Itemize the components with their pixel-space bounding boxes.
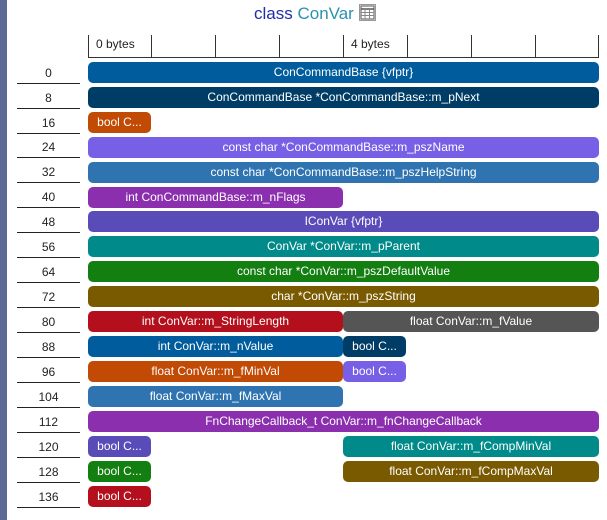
field-block[interactable]: const char *ConCommandBase::m_pszHelpString — [88, 162, 599, 183]
field-block[interactable]: float ConVar::m_fCompMinVal — [343, 436, 599, 457]
field-block[interactable]: bool C... — [343, 336, 406, 357]
offset-label: 16 — [17, 112, 80, 134]
offset-label: 32 — [17, 161, 80, 183]
field-block[interactable]: bool C... — [88, 112, 151, 133]
class-keyword: class — [254, 4, 293, 23]
offset-label: 72 — [17, 286, 80, 308]
window-edge — [0, 0, 7, 520]
ruler-tick — [343, 35, 344, 57]
field-block[interactable]: IConVar {vfptr} — [88, 211, 599, 232]
ruler-label-4: 4 bytes — [351, 37, 390, 51]
ruler-tick — [279, 35, 280, 57]
field-block[interactable]: const char *ConVar::m_pszDefaultValue — [88, 261, 599, 282]
field-block[interactable]: bool C... — [88, 461, 151, 482]
offset-label: 136 — [17, 486, 80, 508]
header — [7, 0, 607, 28]
ruler-label-0: 0 bytes — [96, 37, 135, 51]
offset-label: 88 — [17, 336, 80, 358]
offset-label: 24 — [17, 136, 80, 158]
offset-label: 120 — [17, 436, 80, 458]
ruler-tick — [407, 35, 408, 57]
byte-ruler — [88, 35, 599, 58]
field-block[interactable]: bool C... — [88, 436, 151, 457]
field-block[interactable]: int ConCommandBase::m_nFlags — [88, 187, 343, 208]
field-block[interactable]: ConCommandBase {vfptr} — [88, 62, 599, 83]
field-block[interactable]: ConCommandBase *ConCommandBase::m_pNext — [88, 87, 599, 108]
class-title — [254, 4, 354, 24]
field-block[interactable]: int ConVar::m_nValue — [88, 336, 343, 357]
field-block[interactable]: const char *ConCommandBase::m_pszName — [88, 137, 599, 158]
ruler-tick — [535, 35, 536, 57]
field-block[interactable]: float ConVar::m_fCompMaxVal — [343, 461, 599, 482]
offset-label: 80 — [17, 311, 80, 333]
offset-label: 64 — [17, 261, 80, 283]
field-block[interactable]: float ConVar::m_fValue — [343, 311, 599, 332]
offset-label: 128 — [17, 461, 80, 483]
offset-label: 40 — [17, 186, 80, 208]
field-block[interactable]: FnChangeCallback_t ConVar::m_fnChangeCallback — [88, 411, 599, 432]
ruler-tick — [215, 35, 216, 57]
offset-label: 112 — [17, 411, 80, 433]
offset-label: 48 — [17, 211, 80, 233]
offset-label: 96 — [17, 361, 80, 383]
ruler-tick — [151, 35, 152, 57]
ruler-tick — [471, 35, 472, 57]
ruler-tick — [88, 35, 89, 57]
class-name: ConVar — [297, 4, 354, 23]
offset-label: 8 — [17, 87, 80, 109]
offset-label: 0 — [17, 62, 80, 84]
field-block[interactable]: ConVar *ConVar::m_pParent — [88, 236, 599, 257]
offset-label: 104 — [17, 386, 80, 408]
field-block[interactable]: float ConVar::m_fMaxVal — [88, 386, 343, 407]
field-block[interactable]: int ConVar::m_StringLength — [88, 311, 343, 332]
ruler-tick — [598, 35, 599, 57]
field-block[interactable]: float ConVar::m_fMinVal — [88, 361, 343, 382]
field-block[interactable]: bool C... — [343, 361, 406, 382]
field-block[interactable]: char *ConVar::m_pszString — [88, 286, 599, 307]
field-block[interactable]: bool C... — [88, 486, 151, 507]
table-layout-icon[interactable] — [359, 4, 376, 21]
offset-label: 56 — [17, 236, 80, 258]
